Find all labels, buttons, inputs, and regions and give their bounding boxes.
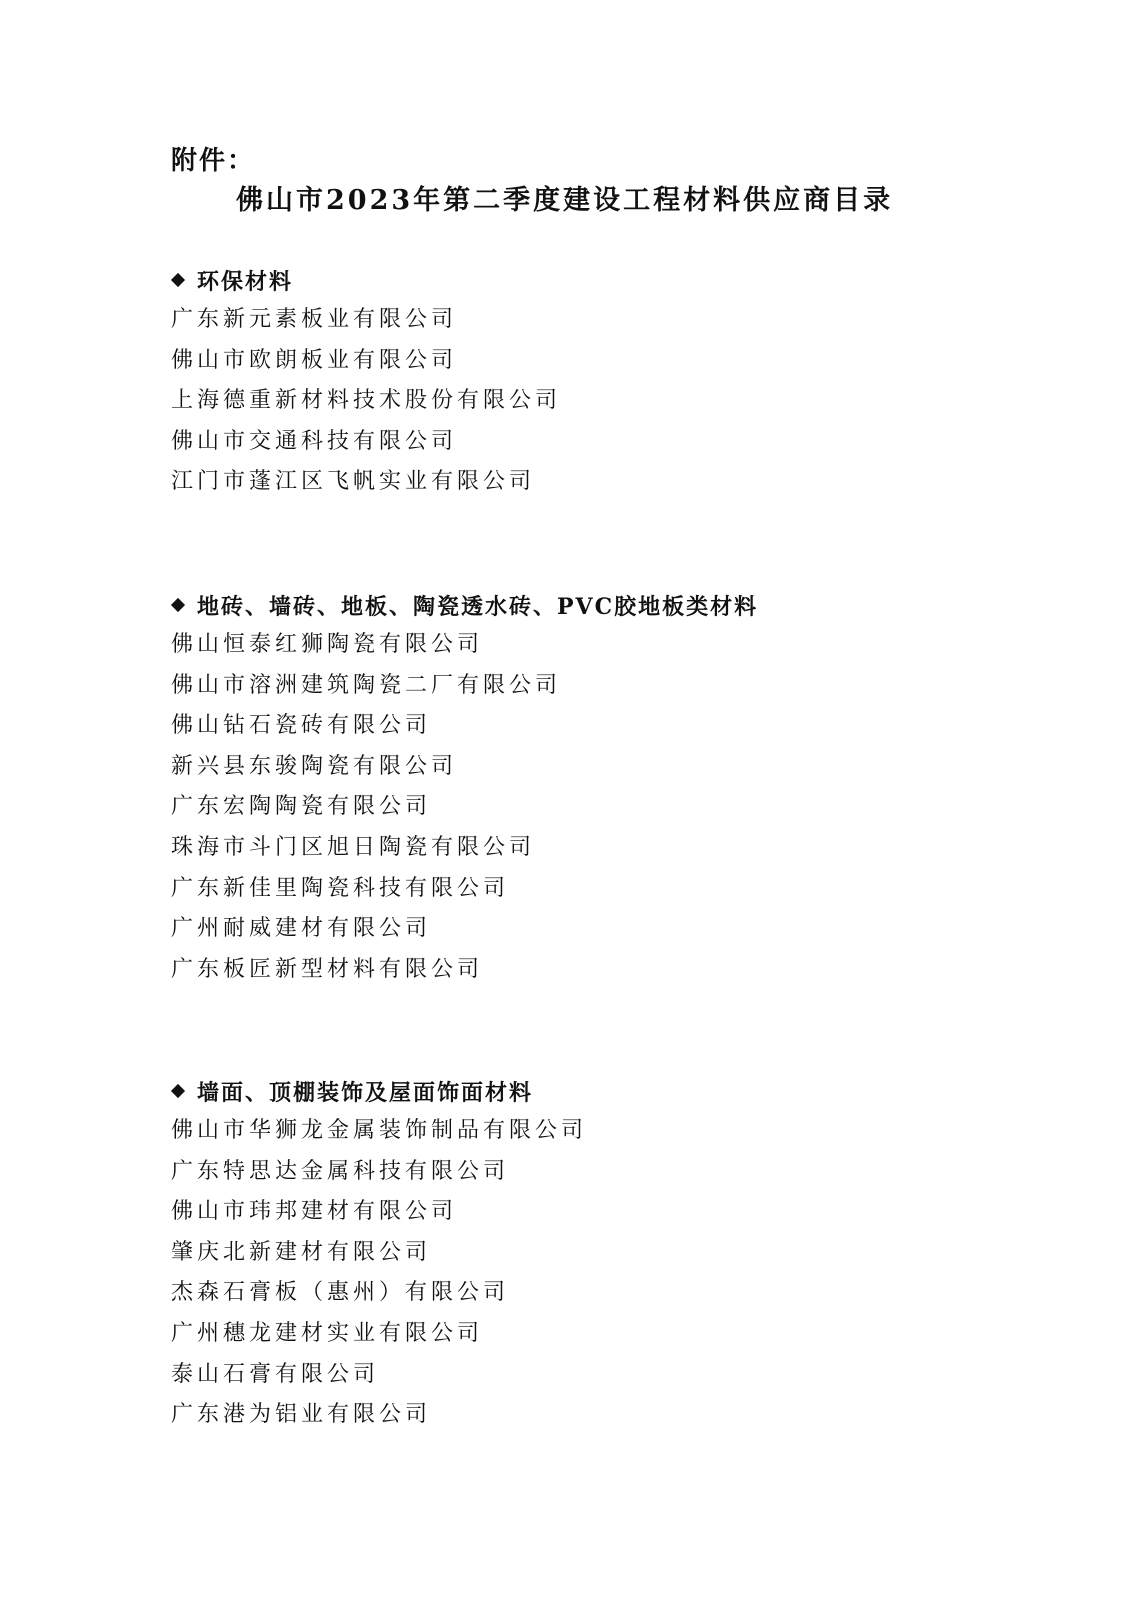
section-heading-text: 环保材料 <box>197 268 294 295</box>
list-item: 佛山恒泰红狮陶瓷有限公司 <box>171 632 484 657</box>
section-environmental-materials <box>171 260 971 503</box>
list-item: 新兴县东骏陶瓷有限公司 <box>171 753 458 779</box>
list-item: 杰森石膏板（惠州）有限公司 <box>171 1280 510 1306</box>
list-item: 佛山市交通科技有限公司 <box>171 428 458 454</box>
list-item: 广州耐威建材有限公司 <box>171 916 432 942</box>
attachment-label: 附件： <box>171 146 256 176</box>
list-item: 佛山市欧朗板业有限公司 <box>171 347 458 373</box>
list-item: 上海德重新材料技术股份有限公司 <box>171 388 562 414</box>
section-tile-floor-materials <box>171 585 971 990</box>
list-item: 广东港为铝业有限公司 <box>171 1402 432 1428</box>
section-heading-text: 墙面、顶棚装饰及屋面饰面材料 <box>197 1079 534 1106</box>
list-item: 泰山石膏有限公司 <box>171 1361 380 1387</box>
list-item: 广东宏陶陶瓷有限公司 <box>171 794 432 820</box>
section-heading <box>171 260 971 300</box>
list-item: 广东新佳里陶瓷科技有限公司 <box>171 875 510 901</box>
diamond-bullet-icon <box>171 598 185 612</box>
section-heading <box>171 585 971 625</box>
company-list <box>171 1111 971 1436</box>
list-item: 佛山市溶洲建筑陶瓷二厂有限公司 <box>171 672 562 698</box>
list-item: 佛山市华狮龙金属装饰制品有限公司 <box>171 1118 588 1143</box>
list-item: 肇庆北新建材有限公司 <box>171 1239 432 1265</box>
diamond-bullet-icon <box>171 273 185 287</box>
list-item: 珠海市斗门区旭日陶瓷有限公司 <box>171 834 536 860</box>
list-item: 广东特思达金属科技有限公司 <box>171 1158 510 1184</box>
list-item: 广州穗龙建材实业有限公司 <box>171 1320 484 1346</box>
document-title: 佛山市2023年第二季度建设工程材料供应商目录 <box>236 185 894 216</box>
list-item: 佛山钻石瓷砖有限公司 <box>171 713 432 739</box>
diamond-bullet-icon <box>171 1084 185 1098</box>
company-list <box>171 300 971 503</box>
list-item: 广东新元素板业有限公司 <box>171 307 458 332</box>
section-heading <box>171 1071 971 1111</box>
list-item: 佛山市玮邦建材有限公司 <box>171 1199 458 1225</box>
section-heading-text: 地砖、墙砖、地板、陶瓷透水砖、PVC胶地板类材料 <box>197 593 759 620</box>
company-list <box>171 625 971 990</box>
section-wall-ceiling-roof-materials <box>171 1071 971 1436</box>
list-item: 江门市蓬江区飞帆实业有限公司 <box>171 469 536 495</box>
list-item: 广东板匠新型材料有限公司 <box>171 956 484 982</box>
